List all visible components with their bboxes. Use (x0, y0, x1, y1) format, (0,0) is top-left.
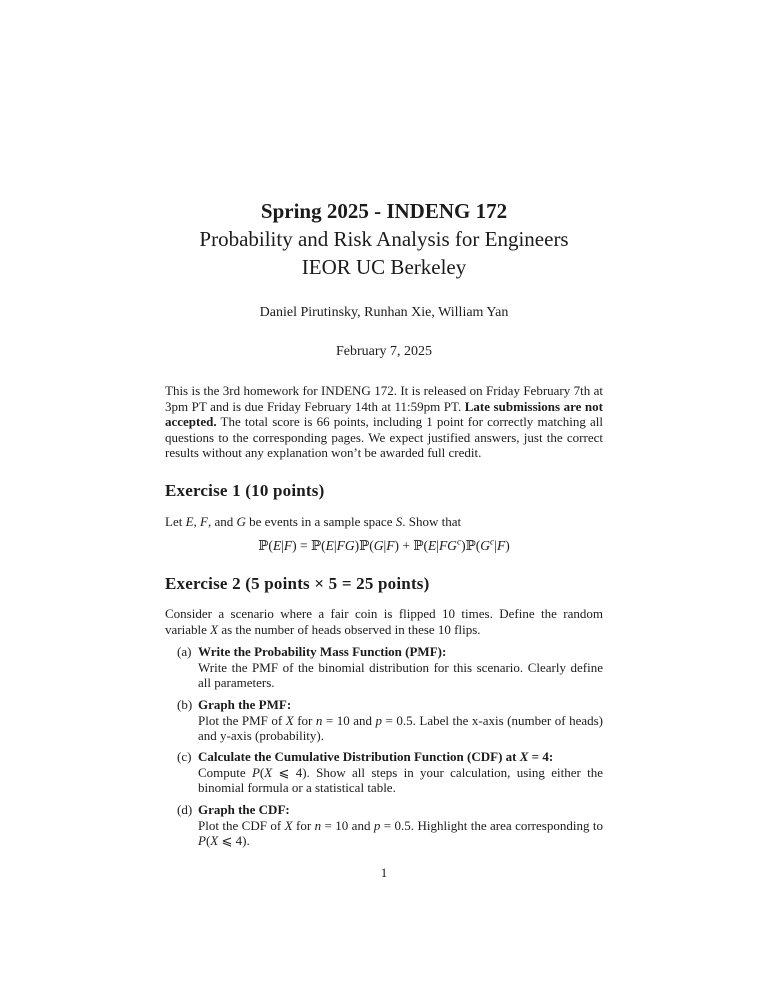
item-title: Graph the CDF: (198, 802, 290, 817)
item-body: Plot the CDF of X for n = 10 and p = 0.5. Highlight the area corresponding to P(X ⩽ 4). (198, 817, 603, 849)
exercise2-heading: Exercise 2 (5 points × 5 = 25 points) (165, 574, 430, 593)
exercise2-item-c (165, 749, 603, 796)
item-text (198, 644, 603, 691)
item-label: (c) (177, 749, 192, 764)
exercise1-formula: ℙ(E|F) = ℙ(E|FG)ℙ(G|F) + $ℙ(E|FG^c)ℙ(G^c|F)$ (258, 537, 510, 553)
authors-line: Daniel Pirutinsky, Runhan Xie, William Yan (259, 305, 509, 320)
document-institution: IEOR UC Berkeley (301, 255, 467, 279)
item-text (198, 749, 603, 796)
item-title: Graph the PMF: (198, 697, 292, 712)
item-label: (b) (177, 697, 193, 712)
intro-paragraph: This is the 3rd homework for INDENG 172. It is released on Friday February 7th at 3pm PT and is due Friday February 14th at 11:59pm PT. Late submissions are not accepted. The total score is 66 points, including 1 point for correctly matching all questions to the corresponding pages. We expect justified answers, just the correct results without any explanation won’t be awarded full credit. (165, 383, 603, 461)
exercise2-item-b (165, 697, 603, 744)
item-body: Plot the PMF of X for n = 10 and p = 0.5. Label the x-axis (number of heads) and y-axis (probability). (198, 712, 603, 744)
document-title: Spring 2025 - INDENG 172 (260, 199, 508, 223)
exercise2-item-d (165, 802, 603, 849)
page-number: 1 (380, 865, 388, 880)
date-line: February 7, 2025 (335, 344, 433, 359)
title-block (165, 197, 603, 281)
exercise2-intro: Consider a scenario where a fair coin is flipped 10 times. Define the random variable X as the number of heads observed in these 10 flips. (165, 606, 603, 637)
item-body: Write the PMF of the binomial distribution for this scenario. Clearly define all parameters. (198, 659, 603, 691)
item-title: Write the Probability Mass Function (PMF): (198, 644, 447, 659)
item-body: Compute P(X ⩽ 4). Show all steps in your calculation, using either the binomial formula or a statistical table. (198, 764, 603, 796)
item-label: (d) (177, 802, 193, 817)
item-text (198, 802, 603, 849)
exercise1-intro: Let E, F, and G be events in a sample space S. Show that (165, 514, 462, 529)
item-label: (a) (177, 644, 192, 659)
item-title: Calculate the Cumulative Distribution Function (CDF) at X = 4: (198, 749, 554, 764)
exercise1-heading: Exercise 1 (10 points) (165, 481, 325, 500)
document-subtitle: Probability and Risk Analysis for Engineers (199, 227, 569, 251)
exercise2-item-a (165, 644, 603, 691)
item-text (198, 697, 603, 744)
